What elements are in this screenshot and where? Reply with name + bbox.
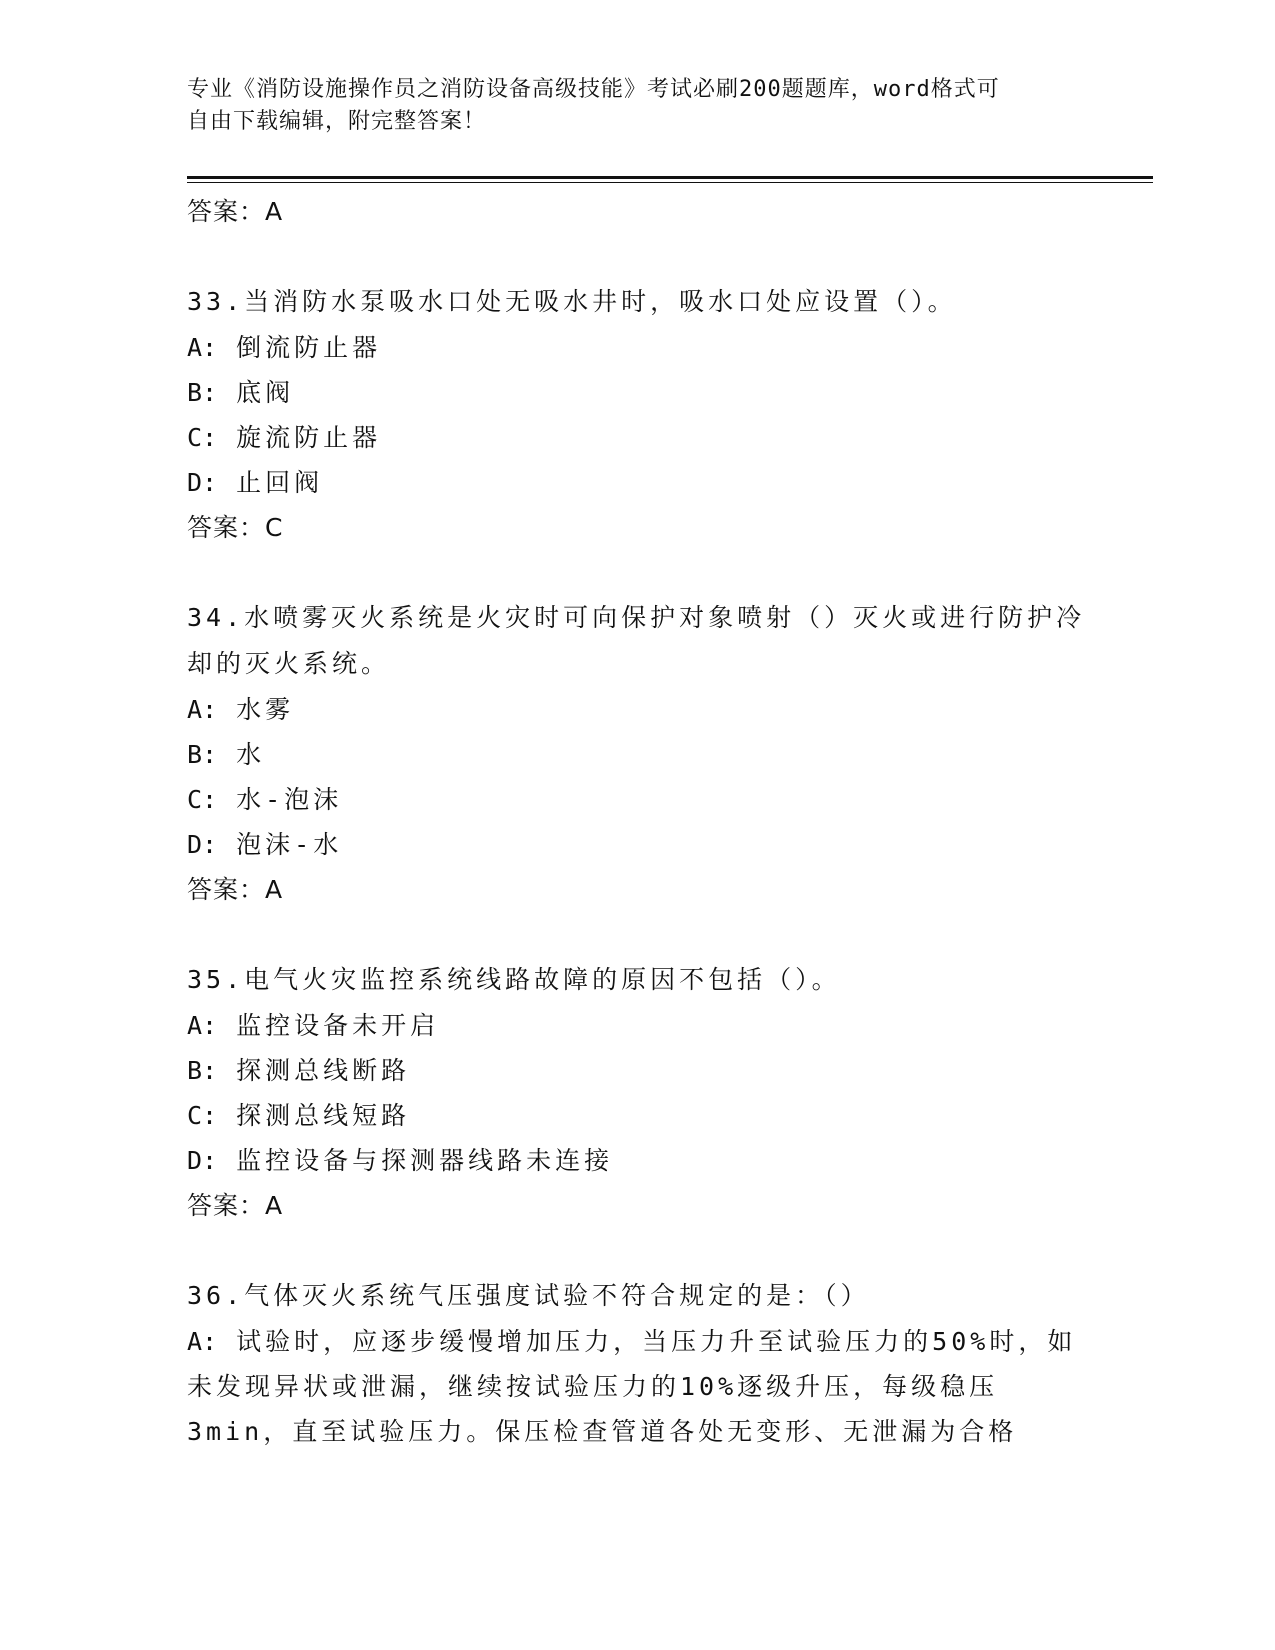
option-text: 水雾 bbox=[236, 695, 295, 724]
question-text: 34.水喷雾灭火系统是火灾时可向保护对象喷射（）灭火或进行防护冷却的灭火系统。 bbox=[187, 603, 1086, 678]
question-block bbox=[187, 957, 1087, 1229]
document-header bbox=[187, 74, 1067, 138]
previous-answer: 答案：A bbox=[187, 197, 284, 226]
option-letter: D: bbox=[187, 1146, 218, 1175]
question-text: 35.电气火灾监控系统线路故障的原因不包括（）。 bbox=[187, 965, 841, 994]
option-text: 泡沫-水 bbox=[236, 830, 343, 859]
question-text: 33.当消防水泵吸水口处无吸水井时，吸水口处应设置（）。 bbox=[187, 287, 957, 316]
option-letter: A: bbox=[187, 333, 218, 362]
header-rule-thin bbox=[187, 182, 1153, 183]
option-a bbox=[187, 1003, 1087, 1048]
question-block bbox=[187, 279, 1087, 551]
option-text: 监控设备与探测器线路未连接 bbox=[236, 1146, 614, 1175]
option-text: 止回阀 bbox=[236, 468, 324, 497]
option-a bbox=[187, 687, 1087, 732]
option-letter: C: bbox=[187, 1101, 218, 1130]
answer-text: 答案：C bbox=[187, 513, 284, 542]
option-c bbox=[187, 1093, 1087, 1138]
option-letter: B: bbox=[187, 1056, 218, 1085]
option-letter: C: bbox=[187, 785, 218, 814]
header-rule-thick bbox=[187, 176, 1153, 179]
option-text: 探测总线短路 bbox=[236, 1101, 411, 1130]
option-d bbox=[187, 460, 1087, 505]
option-text: 倒流防止器 bbox=[236, 333, 382, 362]
option-text: 水 bbox=[236, 740, 266, 769]
answer-text: 答案：A bbox=[187, 875, 284, 904]
option-letter: A: bbox=[187, 1011, 218, 1040]
question-block bbox=[187, 595, 1087, 913]
option-letter: A: bbox=[187, 1327, 218, 1356]
question-block bbox=[187, 1273, 1087, 1454]
option-letter: D: bbox=[187, 830, 218, 859]
option-b bbox=[187, 370, 1087, 415]
option-d bbox=[187, 1138, 1087, 1183]
option-c bbox=[187, 777, 1087, 822]
option-b bbox=[187, 732, 1087, 777]
option-a bbox=[187, 1319, 1087, 1454]
option-text: 监控设备未开启 bbox=[236, 1011, 440, 1040]
option-d bbox=[187, 822, 1087, 867]
option-letter: B: bbox=[187, 378, 218, 407]
option-letter: D: bbox=[187, 468, 218, 497]
header-line-2: 自由下载编辑，附完整答案！ bbox=[187, 109, 487, 134]
option-letter: B: bbox=[187, 740, 218, 769]
option-c bbox=[187, 415, 1087, 460]
option-text: 水-泡沫 bbox=[236, 785, 343, 814]
question-list bbox=[187, 189, 1087, 1454]
header-line-1: 专业《消防设施操作员之消防设备高级技能》考试必刷200题题库，word格式可 bbox=[187, 77, 1000, 102]
option-text: 底阀 bbox=[236, 378, 295, 407]
option-a bbox=[187, 325, 1087, 370]
option-b bbox=[187, 1048, 1087, 1093]
option-letter: C: bbox=[187, 423, 218, 452]
option-text: 旋流防止器 bbox=[236, 423, 382, 452]
option-text: 探测总线断路 bbox=[236, 1056, 411, 1085]
option-letter: A: bbox=[187, 695, 218, 724]
answer-text: 答案：A bbox=[187, 1191, 284, 1220]
question-text: 36.气体灭火系统气压强度试验不符合规定的是：（） bbox=[187, 1281, 870, 1310]
option-text: 试验时，应逐步缓慢增加压力，当压力升至试验压力的50%时，如未发现异状或泄漏，继续按试验压力的10%逐级升压，每级稳压3min，直至试验压力。保压检查管道各处无变形、无泄漏为合格 bbox=[187, 1327, 1077, 1446]
